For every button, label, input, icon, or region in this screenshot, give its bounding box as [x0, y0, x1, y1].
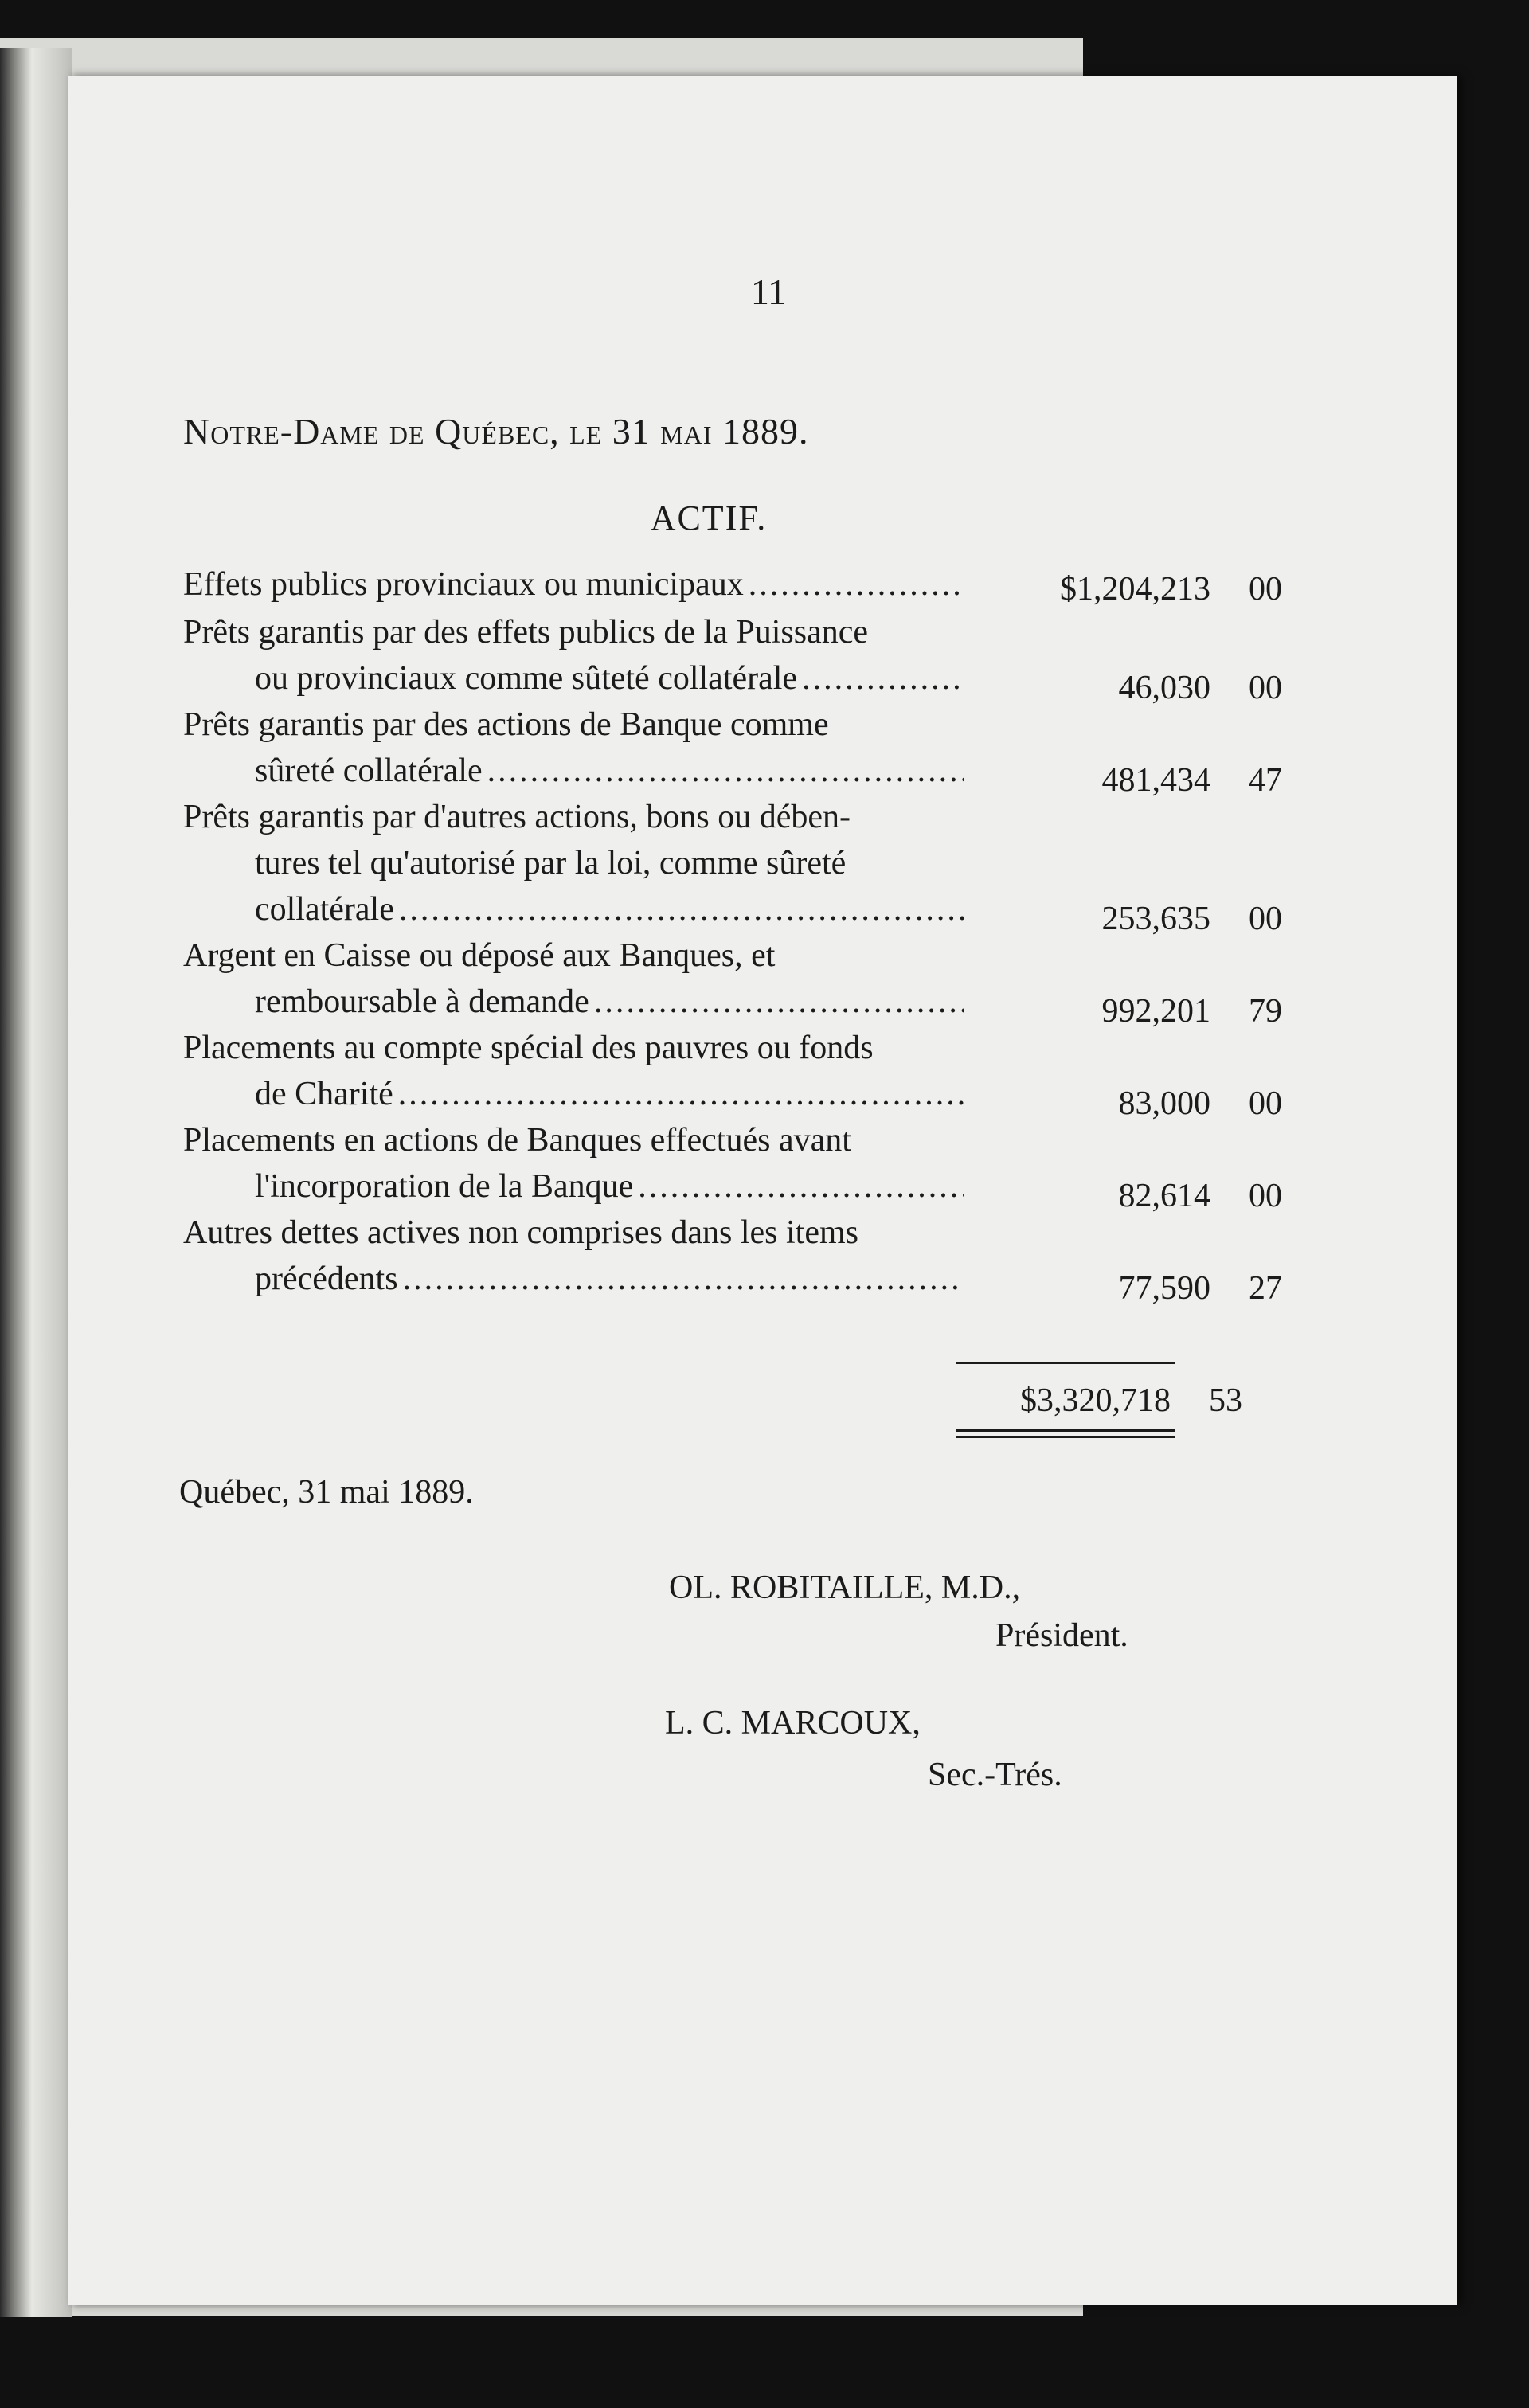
asset-list	[183, 561, 1282, 1307]
signatory-name: L. C. MARCOUX,	[665, 1705, 921, 1742]
item-text: remboursable à demande	[255, 983, 589, 1020]
item-line: Placements en actions de Banques effectués avant	[183, 1122, 851, 1159]
item-last-line	[183, 1071, 964, 1117]
item-text: de Charité	[255, 1076, 393, 1112]
item-amount	[980, 566, 1282, 612]
leader-dots	[403, 1256, 964, 1302]
item-line: Placements au compte spécial des pauvres ou fonds	[183, 1030, 874, 1066]
section-title: ACTIF.	[650, 498, 768, 538]
signatory-title: Président.	[995, 1617, 1128, 1654]
item-line: tures tel qu'autorisé par la loi, comme sûreté	[255, 845, 847, 882]
asset-item	[183, 609, 1282, 706]
asset-item	[183, 702, 1282, 799]
item-last-line	[183, 1163, 964, 1210]
amount-dollars: 992,201	[1101, 993, 1210, 1030]
amount-dollars: $1,204,213	[1060, 571, 1210, 608]
item-last-line	[183, 979, 964, 1025]
book-spine	[0, 48, 72, 2317]
item-line: Prêts garantis par des effets publics de la Puissance	[183, 614, 868, 651]
leader-dots	[487, 748, 964, 794]
total-cents: 53	[1209, 1382, 1242, 1419]
item-text: précédents	[255, 1261, 398, 1297]
amount-cents: 00	[1249, 1178, 1282, 1214]
amount-dollars: 253,635	[1101, 901, 1210, 937]
total-rule-double-1	[956, 1429, 1175, 1432]
report-heading: Notre-Dame de Québec, le 31 mai 1889.	[183, 411, 809, 452]
amount-cents: 00	[1249, 1085, 1282, 1122]
item-last-line	[183, 561, 964, 608]
leader-dots	[638, 1163, 964, 1210]
leader-dots	[594, 979, 964, 1025]
item-text: ou provinciaux comme sûteté collatérale	[255, 660, 798, 697]
item-last-line	[183, 655, 964, 702]
item-line: Argent en Caisse ou déposé aux Banques, et	[183, 937, 776, 974]
amount-dollars: 481,434	[1101, 762, 1210, 799]
item-text: collatérale	[255, 891, 394, 928]
total-dollars: $3,320,718	[1020, 1382, 1171, 1419]
total-rule-top	[956, 1362, 1175, 1364]
date-line: Québec, 31 mai 1889.	[179, 1474, 474, 1511]
leader-dots	[749, 561, 964, 608]
amount-cents: 00	[1249, 670, 1282, 706]
asset-item	[183, 1210, 1282, 1307]
item-last-line	[183, 886, 964, 932]
leader-dots	[398, 1071, 964, 1117]
page-content	[68, 76, 1457, 2305]
amount-cents: 27	[1249, 1270, 1282, 1307]
asset-item	[183, 794, 1282, 937]
page-number: 11	[750, 272, 787, 312]
asset-item	[183, 1025, 1282, 1122]
leader-dots	[802, 655, 964, 702]
amount-dollars: 77,590	[1118, 1270, 1210, 1307]
item-last-line	[183, 748, 964, 794]
item-line: Prêts garantis par des actions de Banque comme	[183, 706, 829, 743]
amount-dollars: 46,030	[1118, 670, 1210, 706]
item-amount	[980, 1265, 1282, 1312]
leader-dots	[399, 886, 964, 932]
asset-item	[183, 932, 1282, 1030]
amount-dollars: 82,614	[1118, 1178, 1210, 1214]
total-amount	[940, 1382, 1242, 1420]
item-text: Effets publics provinciaux ou municipaux	[183, 566, 744, 603]
signatory-title: Sec.-Trés.	[928, 1757, 1062, 1793]
item-text: l'incorporation de la Banque	[255, 1168, 634, 1205]
asset-item	[183, 561, 1282, 609]
amount-cents: 79	[1249, 993, 1282, 1030]
amount-cents: 00	[1249, 571, 1282, 608]
item-line: Autres dettes actives non comprises dans les items	[183, 1214, 858, 1251]
asset-item	[183, 1117, 1282, 1214]
item-last-line	[183, 1256, 964, 1302]
document-page	[68, 76, 1457, 2305]
amount-cents: 00	[1249, 901, 1282, 937]
total-rule-double-2	[956, 1436, 1175, 1438]
item-line: Prêts garantis par d'autres actions, bons ou dében-	[183, 799, 851, 835]
signatory-name: OL. ROBITAILLE, M.D.,	[669, 1570, 1021, 1606]
amount-dollars: 83,000	[1118, 1085, 1210, 1122]
amount-cents: 47	[1249, 762, 1282, 799]
item-text: sûreté collatérale	[255, 752, 483, 789]
